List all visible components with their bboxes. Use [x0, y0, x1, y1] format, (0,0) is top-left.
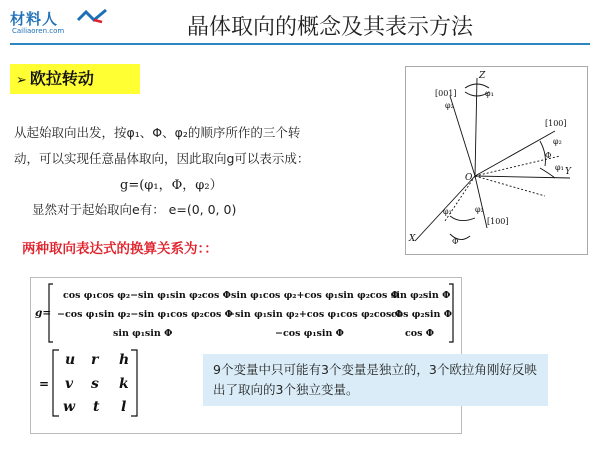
m22: −sin φ₁sin φ₂+cos φ₁cos φ₂cos Φ [227, 309, 403, 320]
bullet-arrow-icon: ➢ [16, 73, 27, 88]
s32: t [93, 399, 100, 415]
s22: s [91, 376, 99, 392]
label-z: Z [479, 71, 486, 81]
intro-line-1: 从起始取向出发，按φ₁、Φ、φ₂的顺序所作的三个转 [14, 125, 301, 140]
s21: v [65, 376, 74, 392]
site-logo[interactable] [10, 6, 118, 38]
m13: sin φ₂sin Φ [391, 290, 451, 301]
s13: h [119, 352, 130, 368]
euler-angle-diagram [405, 66, 588, 255]
orientation-formula: g=(φ₁，Φ，φ₂） [120, 178, 223, 193]
label-Phi-right: Φ [545, 151, 552, 160]
m12: sin φ₁cos φ₂+cos φ₁sin φ₂cos Φ [231, 290, 399, 301]
label-x: X [409, 234, 416, 244]
label-phi2-bottom: φ₂ [475, 205, 484, 214]
matrix-lhs: g= [35, 307, 52, 319]
section-heading [10, 64, 140, 94]
m32: −cos φ₁sin Φ [275, 328, 344, 339]
logo-url: Cailiaoren.com [12, 27, 65, 35]
intro-paragraph [14, 120, 374, 172]
intro-line-2: 动，可以实现任意晶体取向，因此取向g可以表示成： [14, 151, 310, 166]
label-Phi-bottom: Φ [452, 237, 459, 246]
label-phi1-top: φ₁ [485, 89, 494, 98]
label-100-bottom: [100] [487, 217, 509, 226]
logo-check-icon [76, 8, 112, 26]
label-phi1-right: φ₁ [555, 163, 564, 172]
s23: k [119, 376, 129, 392]
m11: cos φ₁cos φ₂−sin φ₁sin φ₂cos Φ [63, 290, 231, 301]
conversion-heading: 两种取向表达式的换算关系为：： [22, 241, 218, 257]
title-divider [10, 43, 590, 45]
s12: r [91, 352, 99, 368]
section-heading-text: 欧拉转动 [29, 69, 94, 88]
initial-orientation-text: 显然对于起始取向e有： e=(0, 0, 0) [32, 202, 237, 217]
label-y: Y [565, 167, 571, 177]
label-100-top: [100] [545, 119, 567, 128]
note-box: 9个变量中只可能有3个变量是独立的，3个欧拉角刚好反映出了取向的3个独立变量。 [203, 354, 548, 406]
label-phi1-bottom: φ₁ [443, 207, 452, 216]
s31: w [63, 399, 76, 415]
logo-text: 材料人 [10, 10, 59, 28]
label-001: [001] [435, 89, 457, 98]
s33: l [121, 399, 127, 415]
label-phi2-top: φ₂ [445, 101, 454, 110]
matrix-eq: = [39, 377, 50, 391]
m31: sin φ₁sin Φ [113, 328, 173, 339]
m33: cos Φ [405, 328, 435, 339]
m23: cos φ₂sin Φ [391, 309, 452, 320]
label-origin: O [465, 173, 473, 183]
page-title: 晶体取向的概念及其表示方法 [186, 15, 473, 40]
m21: −cos φ₁sin φ₂−sin φ₁cos φ₂cos Φ [57, 309, 233, 320]
s11: u [65, 352, 76, 368]
label-phi2-right: φ₂ [553, 137, 562, 146]
